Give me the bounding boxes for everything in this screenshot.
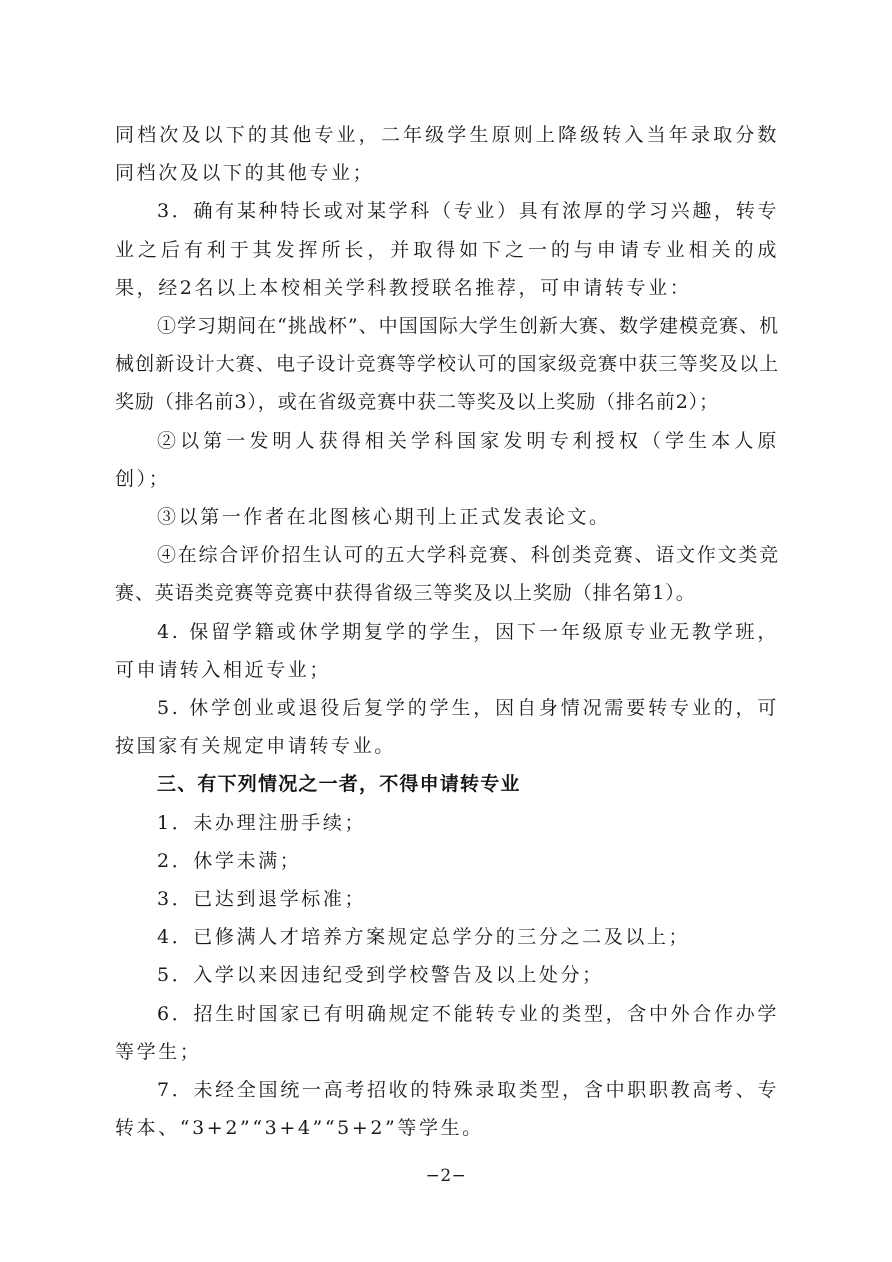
paragraph-restriction-4: 4．已修满人才培养方案规定总学分的三分之二及以上；: [157, 926, 691, 949]
paragraph-subitem-3: ③以第一作者在北图核心期刊上正式发表论文。: [157, 506, 611, 529]
paragraph-restriction-7: 7．未经全国统一高考招收的特殊录取类型，含中职职教高考、专转本、“3+2”“3+4”“5+2”等学生。: [115, 1079, 779, 1140]
paragraph-restriction-2: 2．休学未满；: [157, 849, 302, 872]
paragraph-restriction-5: 5．入学以来因违纪受到学校警告及以上处分；: [157, 964, 604, 987]
page-number: −2−: [425, 1166, 467, 1186]
paragraph-restriction-3: 3．已达到退学标准；: [157, 888, 367, 911]
paragraph-restriction-6: 6．招生时国家已有明确规定不能转专业的类型，含中外合作办学等学生；: [115, 1002, 779, 1063]
paragraph-continued: 同档次及以下的其他专业，二年级学生原则上降级转入当年录取分数同档次及以下的其他专业；: [115, 124, 779, 185]
paragraph-item-5: 5. 休学创业或退役后复学的学生，因自身情况需要转专业的，可按国家有关规定申请转专业。: [115, 697, 779, 758]
document-body: [115, 116, 779, 1147]
paragraph-subitem-1: ①学习期间在“挑战杯”、中国国际大学生创新大赛、数学建模竞赛、机械创新设计大赛、电子设计竞赛等学校认可的国家级竞赛中获三等奖及以上奖励（排名前3），或在省级竞赛中获二等奖及以上奖励（排名前2）；: [115, 315, 779, 414]
paragraph-subitem-4: ④在综合评价招生认可的五大学科竞赛、科创类竞赛、语文作文类竞赛、英语类竞赛等竞赛中获得省级三等奖及以上奖励（排名第1）。: [115, 544, 779, 605]
section-heading: 三、有下列情况之一者，不得申请转专业: [157, 773, 521, 796]
paragraph-item-3: 3．确有某种特长或对某学科（专业）具有浓厚的学习兴趣，转专业之后有利于其发挥所长，并取得如下之一的与申请专业相关的成果，经2名以上本校相关学科教授联名推荐，可申请转专业：: [115, 200, 779, 299]
paragraph-item-4: 4. 保留学籍或休学期复学的学生，因下一年级原专业无教学班，可申请转入相近专业；: [115, 620, 779, 681]
paragraph-restriction-1: 1．未办理注册手续；: [157, 811, 367, 834]
paragraph-subitem-2: ②以第一发明人获得相关学科国家发明专利授权（学生本人原创）；: [115, 429, 779, 490]
